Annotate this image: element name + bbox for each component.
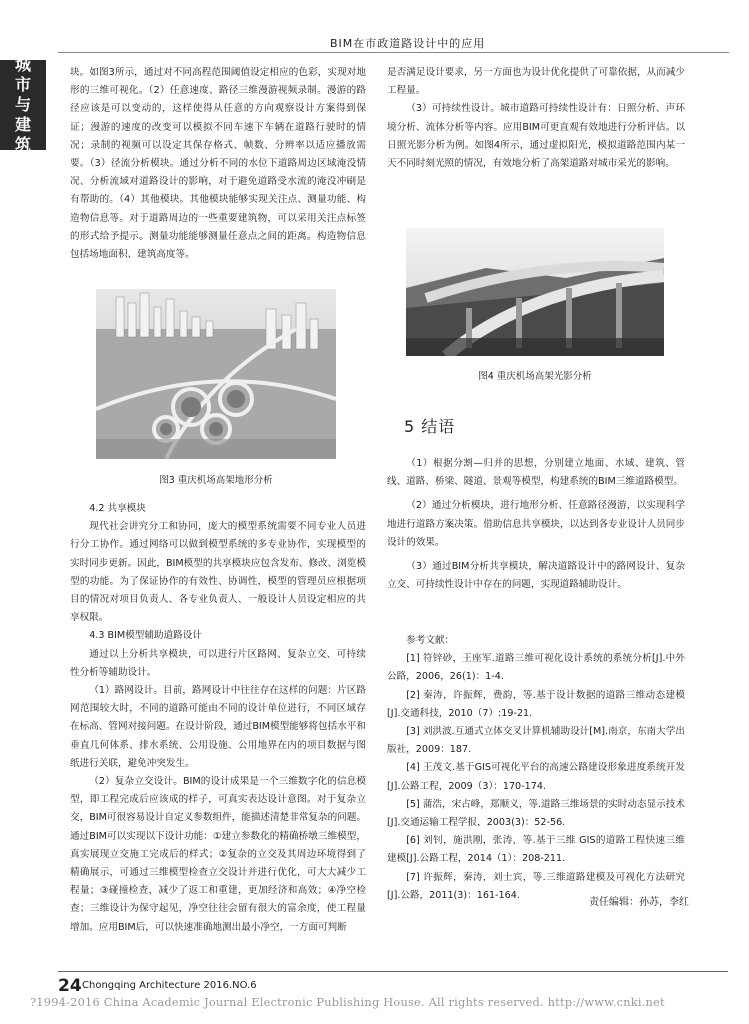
left-column-bottom [70,500,366,937]
reference-item: [7] 许振辉，秦涛，刘士宾，等.三维道路建模及可视化方法研究[J].公路，2011(3)：161-164. [387,871,685,901]
section-tab-char: 筑 [14,135,31,154]
paragraph: （3）通过BIM分析共享模块，解决道路设计中的路网设计、复杂立交、可持续性设计中存在的问题，实现道路辅助设计。 [387,561,685,591]
reference-item: [6] 刘钊，施洪刚，张涛，等.基于三维 GIS的道路工程快速三维建模[J].公路工程，2014（1）：208-211. [387,835,685,865]
journal-name: Chongqing Architecture 2016.NO.6 [82,980,257,991]
paragraph: （1）根据分割—归并的思想，分别建立地面、水域、建筑、管线、道路、桥梁、隧道、景观等模型，构建系统的BIM三维道路模型。 [387,458,685,488]
right-column-top [387,64,685,173]
figure-4-caption: 图4 重庆机场高架光影分析 [478,371,592,382]
reference-item: [4] 王茂文.基于GIS可视化平台的高速公路建设形象进度系统开发[J].公路工程，2009（3）：170-174. [387,762,685,792]
terrain-render-image [96,289,336,459]
responsible-editor: 责任编辑：孙苏，李红 [589,897,689,908]
running-header: BIM在市政道路设计中的应用 [330,37,486,50]
reference-item: [2] 秦涛，许振辉，费韵，等.基于设计数据的道路三维动态建模[J].交通科技，2010（7）:19-21. [387,689,685,719]
references-title: 参考文献： [406,635,455,646]
figure-3-image [96,289,336,459]
page-number: 24 [58,976,82,996]
copyright-line: ?1994-2016 China Academic Journal Electronic Publishing House. All rights reserved. http://www.cnki.net [30,995,665,1009]
reference-item: [3] 刘洪波.互通式立体交叉计算机辅助设计[M].南京，东南大学出版社，2009：187. [387,726,685,756]
figure-4-image [406,228,664,356]
paragraph: 是否满足设计要求，另一方面也为设计优化提供了可靠依据，从而减少工程量。 [387,67,685,97]
section-tab-char: 市 [14,75,31,94]
section-heading-5: 5 结语 [404,417,456,436]
paragraph: （2）复杂立交设计。BIM的设计成果是一个三维数字化的信息模型，即工程完成后应该成的样子，可真实表达设计意图。对于复杂立交，BIM可很容易设计自定义参数组件，能描述清楚非常复杂的问题。通过BIM可以实现以下设计功能：①建立参数化的精确桥墩三维模型，真实展现立交施工完成后的样式；②复杂的立交及其周边环境得到了精确展示，可通过三维模型检查立交设计并进行优化，可大大减少工程量；③碰撞检查，减少了返工和重建，更加经济和高效；④净空检查；三维设计为保守起见，净空往往会留有很大的富余度，使工程量增加。应用BIM后，可以快速准确地测出最小净空，一方面可判断 [70,776,366,933]
shadow-render-image [406,228,664,356]
paragraph: （2）通过分析模块，进行地形分析、任意路径漫游，以实现科学地进行道路方案决策。借助信息共享模块，以达到各专业设计人员同步设计的效果。 [387,500,685,548]
paragraph: 通过以上分析共享模块，可以进行片区路网、复杂立交、可持续性分析等辅助设计。 [70,648,366,678]
conclusion-block [387,455,685,594]
reference-item: [5] 蒲浩，宋占峰，郑顺义，等.道路三维场景的实时动态显示技术[J].交通运输工程学报，2003(3)：52-56. [387,798,685,829]
subsection-heading-4-2: 4.2 共享模块 [89,503,146,514]
footer-rule [58,971,728,972]
figure-3-caption: 图3 重庆机场高架地形分析 [159,475,273,486]
section-tab-char: 与 [14,95,31,114]
reference-item: [1] 符锌砂，王座军.道路三维可视化设计系统的系统分析[J].中外公路，2006，26(1)：1-4. [387,653,685,683]
paragraph: 块。如图3所示，通过对不同高程范围阈值设定相应的色彩，实现对地形的三维可视化。（2）任意速度、路径三维漫游视频录制。漫游的路径应该是可以变动的，这样使得从任意的方向观察设计方案得到保证；漫游的速度的改变可以模拟不同车速下车辆在道路行驶时的情况；录制的视频可以设定其保存格式、帧数、分辨率以适应播放需要。（3）径流分析模块。通过分析不同的水位下道路周边区域淹没情况、分析流域对道路设计的影响，对于避免道路受水流的淹没冲刷是有帮助的。（4）其他模块。其他模块能够实现关注点、测量功能、构造物信息等。对于道路周边的一些重要建筑物，可以采用关注点标签的形式给予提示。测量功能能够测量任意点之间的距离。构造物信息包括场地面积、建筑高度等。 [70,67,366,261]
section-tab-char: 建 [14,115,31,134]
subsection-heading-4-3: 4.3 BIM模型辅助道路设计 [89,630,202,642]
references [387,632,685,905]
section-tab-char: 城 [14,55,31,74]
paragraph: （3）可持续性设计。城市道路可持续性设计有：日照分析、声环境分析、流体分析等内容。应用BIM可更直观有效地进行分析评估。以日照光影分析为例。如图4所示，通过虚拟阳光，模拟道路范围内某一天不同时刻光照的情况，有效地分析了高架道路对城市采光的影响。 [387,103,685,170]
header-rule [58,52,729,53]
section-tab [0,55,46,154]
left-column-top [70,64,366,264]
paragraph: （1）路网设计。目前，路网设计中往往存在这样的问题：片区路网范围较大时，不同的道路可能由不同的设计单位进行，不同区域存在标高、管网对接问题。在设计阶段，通过BIM模型能够将包括水平和垂直几何体系、排水系统、公用设施、公用地界在内的项目数据与图纸进行关联，避免冲突发生。 [70,685,366,769]
paragraph: 现代社会讲究分工和协同，庞大的模型系统需要不同专业人员进行分工协作。通过网络可以做到模型系统的多专业协作，实现模型的实时同步更新。因此，BIM模型的共享模块应包含发布、修改、浏览模型的功能。为了保证协作的有效性、协调性，模型的管理员应根据项目的情况对项目负责人、各专业负责人、一般设计人员设定相应的共享权限。 [70,521,366,624]
